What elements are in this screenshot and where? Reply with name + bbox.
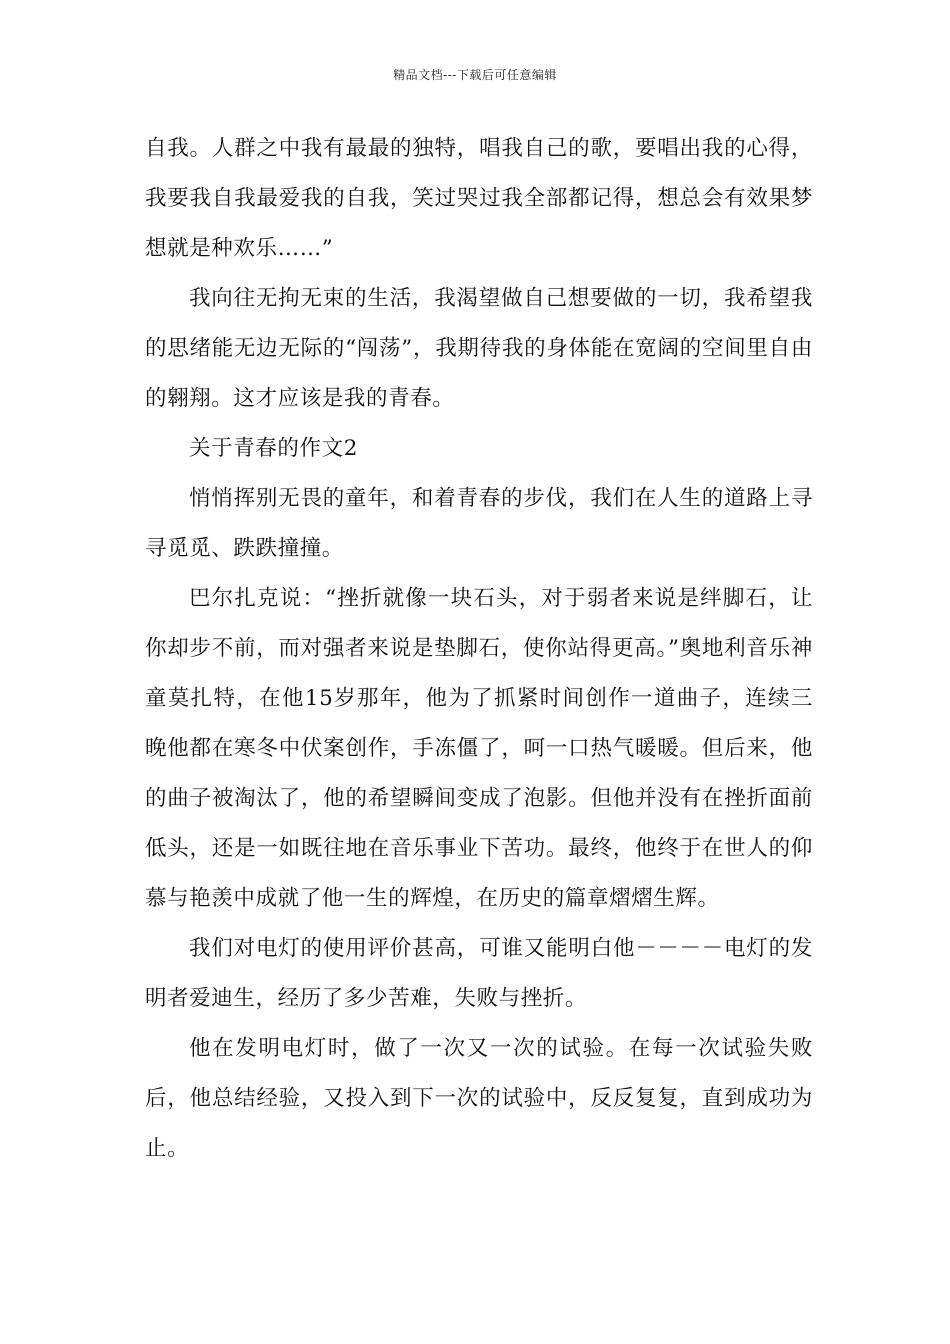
paragraph-6: 他在发明电灯时，做了一次又一次的试验。在每一次试验失败后，他总结经验，又投入到下一次的试验中，反反复复，直到成功为止。 [145, 1036, 813, 1161]
page-header: 精品文档---下载后可任意编辑 [393, 68, 557, 82]
document-body [145, 124, 813, 1174]
paragraph-5: 我们对电灯的使用评价甚高，可谁又能明白他－－－－电灯的发明者爱迪生，经历了多少苦难，失败与挫折。 [145, 936, 813, 1011]
paragraph-1: 自我。人群之中我有最最的独特，唱我自己的歌，要唱出我的心得，我要我自我最爱我的自我，笑过哭过我全部都记得，想总会有效果梦想就是种欢乐……” [145, 136, 813, 261]
paragraph-4: 巴尔扎克说：“挫折就像一块石头，对于弱者来说是绊脚石，让你却步不前，而对强者来说是垫脚石，使你站得更高。”奥地利音乐神童莫扎特，在他15岁那年，他为了抓紧时间创作一道曲子，连续三晚他都在寒冬中伏案创作，手冻僵了，呵一口热气暖暖。但后来，他的曲子被淘汰了，他的希望瞬间变成了泡影。但他并没有在挫折面前低头，还是一如既往地在音乐事业下苦功。最终，他终于在世人的仰慕与艳羡中成就了他一生的辉煌，在历史的篇章熠熠生辉。 [145, 586, 813, 911]
paragraph-3: 悄悄挥别无畏的童年，和着青春的步伐，我们在人生的道路上寻寻觅觅、跌跌撞撞。 [145, 486, 813, 561]
paragraph-2: 我向往无拘无束的生活，我渴望做自己想要做的一切，我希望我的思绪能无边无际的“闯荡”，我期待我的身体能在宽阔的空间里自由的翱翔。这才应该是我的青春。 [145, 286, 813, 411]
section-title: 关于青春的作文2 [189, 436, 358, 461]
